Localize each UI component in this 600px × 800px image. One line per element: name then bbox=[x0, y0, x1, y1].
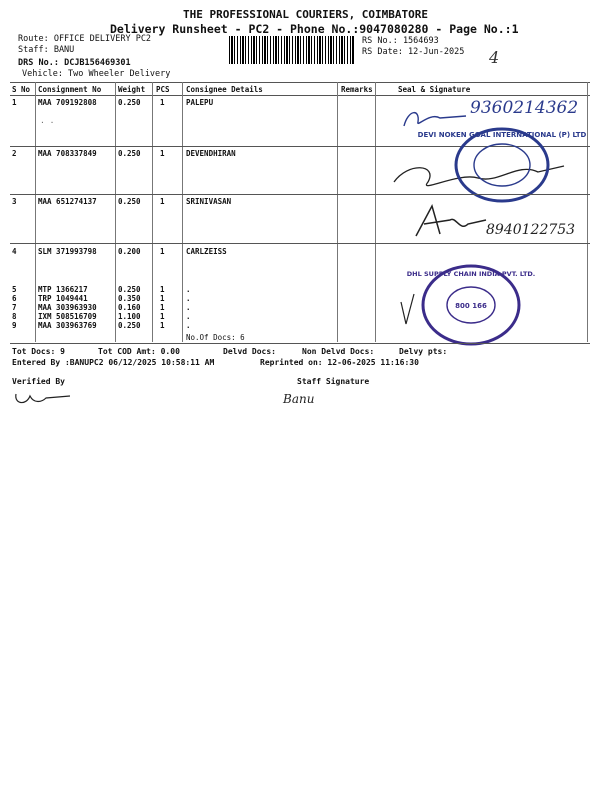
drs-value: DCJB156469301 bbox=[64, 58, 131, 68]
row-1-weight: 0.250 bbox=[118, 98, 141, 107]
row-7-sno: 7 bbox=[12, 303, 17, 312]
row-9-weight: 0.250 bbox=[118, 321, 141, 330]
row-5-pcs: 1 bbox=[160, 285, 165, 294]
verified-by-signature bbox=[12, 388, 74, 410]
row-1-sno: 1 bbox=[12, 98, 17, 107]
row-4-weight: 0.200 bbox=[118, 247, 141, 256]
corner-handwritten-mark: 4 bbox=[489, 48, 500, 67]
row-7-cno: MAA 303963930 bbox=[38, 303, 97, 312]
row-1-pcs: 1 bbox=[160, 98, 165, 107]
row-5-consignee: . bbox=[186, 285, 191, 294]
row-5-cno: MTP 1366217 bbox=[38, 285, 88, 294]
row-2-consignment: MAA 708337849 bbox=[38, 149, 97, 158]
runsheet-title: Delivery Runsheet - PC2 - Phone No.:9047080280 - Page No.:1 bbox=[110, 22, 519, 36]
reprinted-on: Reprinted on: 12-06-2025 11:16:30 bbox=[260, 358, 419, 367]
row-6-weight: 0.350 bbox=[118, 294, 141, 303]
row-3-consignee: SRINIVASAN bbox=[186, 197, 232, 206]
row-1-consignee: PALEPU bbox=[186, 98, 214, 107]
row-6-pcs: 1 bbox=[160, 294, 165, 303]
col-remarks: Remarks bbox=[341, 85, 373, 94]
row-1-consignment: MAA 709192808 bbox=[38, 98, 97, 107]
row-7-consignee: . bbox=[186, 303, 191, 312]
delivery-points: Delvy pts: bbox=[399, 347, 448, 356]
row-4-pcs: 1 bbox=[160, 247, 165, 256]
drs-label: DRS No.: bbox=[18, 58, 59, 68]
row-3-sno: 3 bbox=[12, 197, 17, 206]
stamp-2-center: 800 166 bbox=[455, 302, 487, 310]
row-4-sno: 4 bbox=[12, 247, 17, 256]
row-8-pcs: 1 bbox=[160, 312, 165, 321]
col-seal: Seal & Signature bbox=[398, 85, 471, 94]
row-9-pcs: 1 bbox=[160, 321, 165, 330]
row-3-weight: 0.250 bbox=[118, 197, 141, 206]
row-9-sno: 9 bbox=[12, 321, 17, 330]
barcode bbox=[229, 36, 354, 64]
total-cod-amount: Tot COD Amt: 0.00 bbox=[98, 347, 180, 356]
delivered-docs: Delvd Docs: bbox=[223, 347, 276, 356]
row-3-consignment: MAA 651274137 bbox=[38, 197, 97, 206]
row-8-cno: IXM 508516709 bbox=[38, 312, 97, 321]
stamp-2-text: DHL SUPPLY CHAIN INDIA PVT. LTD. bbox=[406, 270, 536, 278]
row-2-consignee: DEVENDHIRAN bbox=[186, 149, 236, 158]
rs-number: RS No.: 1564693 bbox=[362, 36, 439, 46]
total-docs: Tot Docs: 9 bbox=[12, 347, 65, 356]
row-8-consignee: . bbox=[186, 312, 191, 321]
drs-number bbox=[18, 58, 131, 68]
row-8-weight: 1.100 bbox=[118, 312, 141, 321]
route: Route: OFFICE DELIVERY PC2 bbox=[18, 34, 152, 44]
row-2-weight: 0.250 bbox=[118, 149, 141, 158]
col-weight: Weight bbox=[118, 85, 146, 94]
row-5-sno: 5 bbox=[12, 285, 17, 294]
row-7-weight: 0.160 bbox=[118, 303, 141, 312]
col-sno: S No bbox=[12, 85, 31, 94]
row-9-cno: MAA 303963769 bbox=[38, 321, 97, 330]
row-3-handwritten-phone: 8940122753 bbox=[486, 222, 576, 238]
row-7-pcs: 1 bbox=[160, 303, 165, 312]
rs-date: RS Date: 12-Jun-2025 bbox=[362, 47, 465, 57]
col-pcs: PCS bbox=[156, 85, 170, 94]
row-6-consignee: . bbox=[186, 294, 191, 303]
col-consignment: Consignment No bbox=[38, 85, 102, 94]
row-3-signature bbox=[410, 202, 490, 242]
stamp-1-text: DEVI NOKEN GOAL INTERNATIONAL (P) LTD bbox=[417, 131, 587, 139]
company-name: THE PROFESSIONAL COURIERS, COIMBATORE bbox=[183, 8, 429, 21]
col-consignee: Consignee Details bbox=[186, 85, 263, 94]
verified-by-label: Verified By bbox=[12, 377, 65, 386]
row-8-sno: 8 bbox=[12, 312, 17, 321]
row-4-consignee: CARLZEISS bbox=[186, 247, 227, 256]
row-2-pcs: 1 bbox=[160, 149, 165, 158]
non-delivered-docs: Non Delvd Docs: bbox=[302, 347, 375, 356]
dhl-stamp bbox=[406, 262, 536, 348]
row-5-weight: 0.250 bbox=[118, 285, 141, 294]
entered-by: Entered By :BANUPC2 06/12/2025 10:58:11 AM bbox=[12, 358, 215, 367]
group-doc-count: No.Of Docs: 6 bbox=[186, 333, 245, 342]
row-4-consignment: SLM 371993798 bbox=[38, 247, 97, 256]
staff-signature-label: Staff Signature bbox=[297, 377, 370, 386]
row-6-sno: 6 bbox=[12, 294, 17, 303]
row-9-consignee: . bbox=[186, 321, 191, 330]
vehicle: Vehicle: Two Wheeler Delivery bbox=[22, 69, 171, 79]
row-6-cno: TRP 1049441 bbox=[38, 294, 88, 303]
company-seal-stamp bbox=[417, 125, 587, 205]
scan-specks: · · bbox=[40, 118, 55, 127]
group-signature-tick bbox=[398, 288, 418, 328]
staff-handwritten-signature: Banu bbox=[283, 392, 315, 406]
row-2-sno: 2 bbox=[12, 149, 17, 158]
staff: Staff: BANU bbox=[18, 45, 75, 55]
row-1-handwritten-phone: 9360214362 bbox=[470, 98, 579, 118]
row-3-pcs: 1 bbox=[160, 197, 165, 206]
